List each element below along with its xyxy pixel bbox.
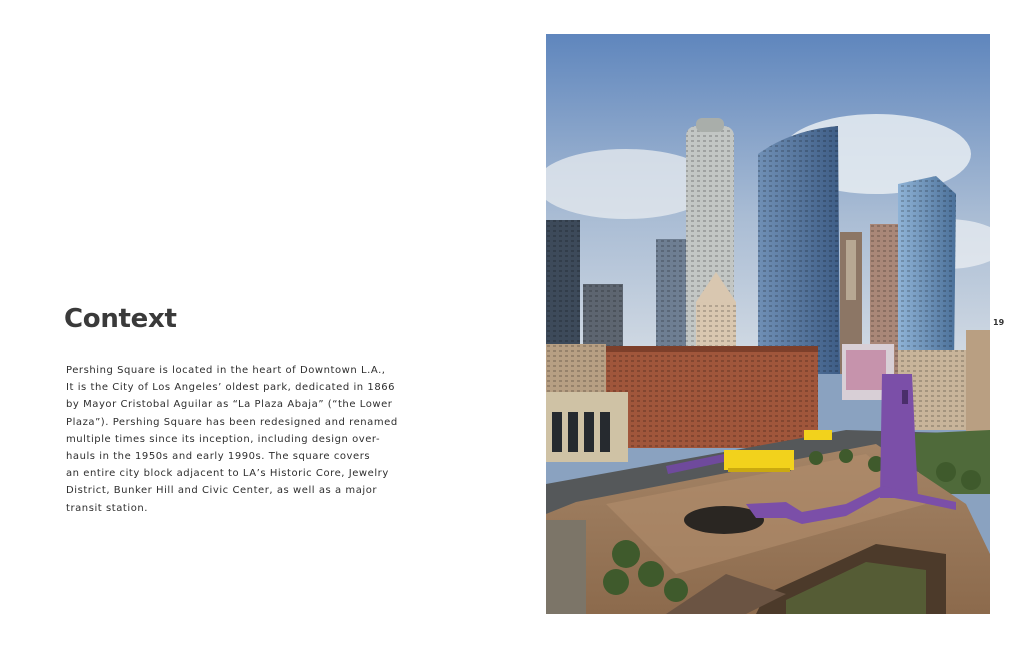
yellow-kiosk [804, 430, 832, 440]
body-line: Pershing Square is located in the heart of Downtown L.A., [66, 365, 386, 376]
purple-tower [880, 374, 918, 498]
body-line: by Mayor Cristobal Aguilar as “La Plaza Abaja” (“the Lower [66, 399, 393, 411]
body-line: District, Bunker Hill and Civic Center, as well as a major [66, 485, 378, 497]
body-line: Plaza”). Pershing Square has been redesigned and renamed [66, 416, 398, 428]
yellow-pavilion [724, 450, 794, 470]
building-far-right [966, 330, 990, 440]
body-line: an entire city block adjacent to LA’s Historic Core, Jewelry [66, 468, 389, 480]
tower-right-spire [846, 240, 856, 300]
body-line: It is the City of Los Angeles’ oldest park, dedicated in 1866 [66, 382, 396, 394]
pershing-square-photo [546, 34, 990, 614]
body-line: hauls in the 1950s and early 1990s. The square covers [66, 451, 371, 463]
section-title: Context [64, 304, 177, 334]
body-line: transit station. [66, 502, 148, 514]
body-line: multiple times since its inception, including design over- [66, 433, 381, 445]
foreground-building [546, 520, 586, 614]
body-paragraph [66, 362, 398, 517]
page-number: 19 [993, 318, 1005, 327]
